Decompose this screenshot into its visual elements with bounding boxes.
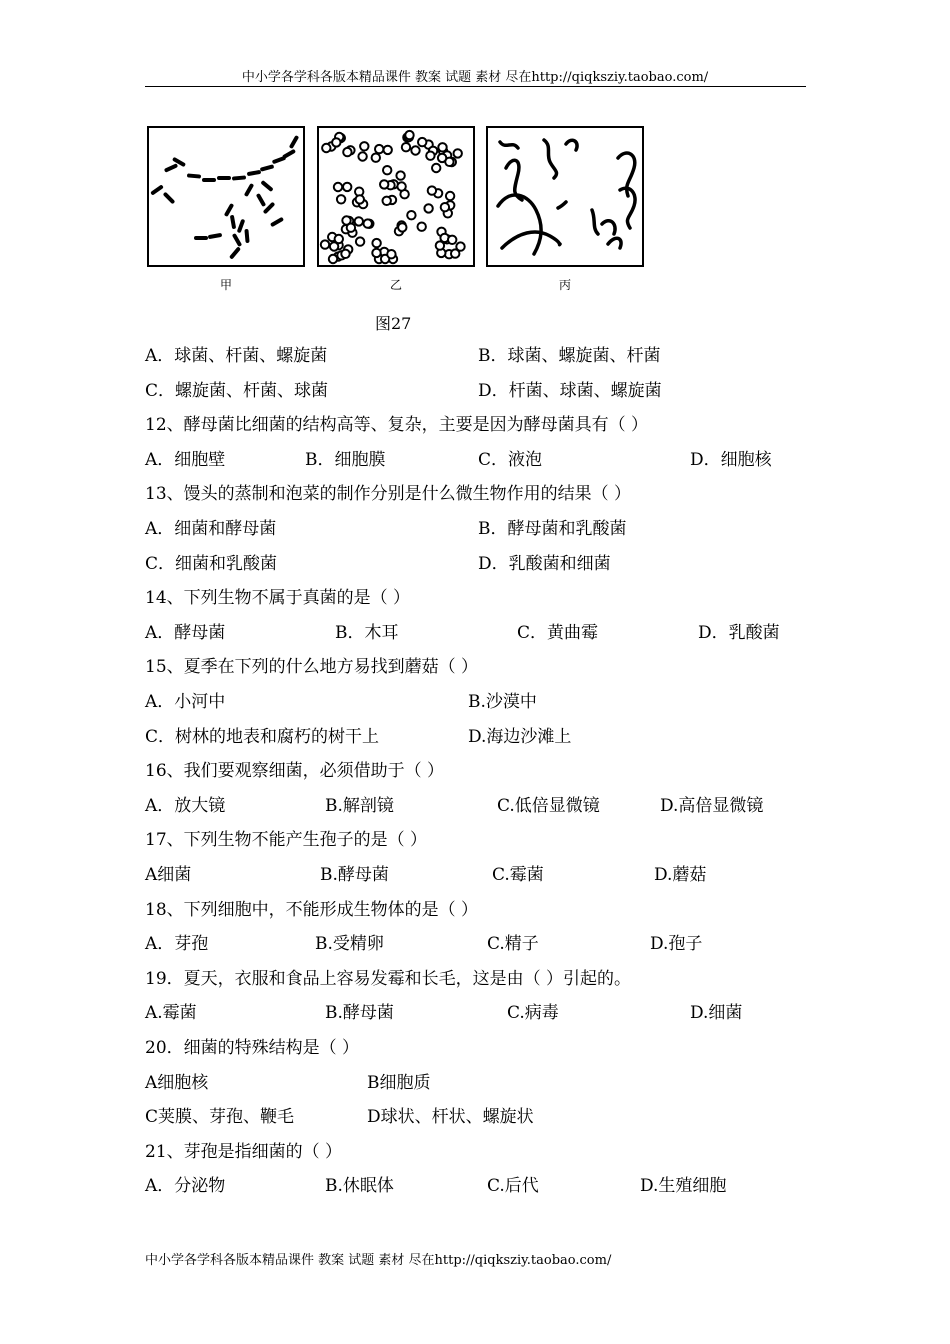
answer-option: C．树林的地表和腐朽的树干上 (145, 726, 380, 747)
answer-option: D.高倍显微镜 (660, 795, 764, 816)
answer-option: A．芽孢 (145, 934, 209, 955)
answer-option: D.蘑菇 (654, 865, 707, 885)
answer-option: B.受精卵 (315, 934, 384, 955)
panel-label-bing: 丙 (558, 278, 571, 292)
answer-option: B．酵母菌和乳酸菌 (478, 519, 627, 539)
answer-option: D．杆菌、球菌、螺旋菌 (478, 380, 662, 401)
question-stem: 19．夏天，衣服和食品上容易发霉和长毛，这是由（ ）引起的。 (145, 968, 632, 989)
answer-option: A．细胞壁 (145, 449, 226, 470)
answer-option: C．细菌和乳酸菌 (145, 553, 278, 574)
answer-option: B.解剖镜 (325, 795, 394, 816)
answer-option: D．乳酸菌 (698, 622, 780, 643)
question-stem: 12、酵母菌比细菌的结构高等、复杂，主要是因为酵母菌具有（ ） (145, 415, 649, 436)
answer-option: D.细菌 (690, 1003, 743, 1024)
answer-option: D．乳酸菌和细菌 (478, 553, 611, 574)
rod-bacteria-drawing (149, 128, 303, 265)
answer-option: B.酵母菌 (325, 1003, 394, 1024)
answer-option: C.病毒 (507, 1003, 559, 1024)
answer-option: B.休眠体 (325, 1176, 394, 1197)
figure-caption: 图27 (375, 314, 412, 333)
answer-option: D．细胞核 (690, 449, 772, 470)
answer-option: A.霉菌 (145, 1003, 197, 1024)
question-stem: 13、馒头的蒸制和泡菜的制作分别是什么微生物作用的结果（ ） (145, 484, 632, 505)
answer-option: B．木耳 (335, 622, 399, 643)
question-stem: 18、下列细胞中，不能形成生物体的是（ ） (145, 899, 479, 920)
question-stem: 17、下列生物不能产生孢子的是（ ） (145, 830, 428, 851)
header-rule (145, 86, 806, 87)
panel-spiral-bacteria (486, 126, 644, 267)
answer-option: B．球菌、螺旋菌、杆菌 (478, 346, 661, 366)
answer-option: C荚膜、芽孢、鞭毛 (145, 1107, 295, 1128)
question-stem: 20．细菌的特殊结构是（ ） (145, 1038, 360, 1058)
answer-option: B．细胞膜 (305, 449, 386, 470)
answer-option: D球状、杆状、螺旋状 (367, 1107, 534, 1128)
panel-rod-bacteria (147, 126, 305, 267)
answer-option: B.酵母菌 (320, 865, 389, 885)
answer-option: C．螺旋菌、杆菌、球菌 (145, 380, 329, 401)
answer-option: C．液泡 (478, 449, 543, 470)
answer-option: C.精子 (487, 934, 539, 955)
panel-label-jia: 甲 (219, 278, 232, 292)
panel-cocci-bacteria (317, 126, 475, 267)
panel-label-yi: 乙 (389, 278, 402, 292)
answer-option: C.低倍显微镜 (497, 795, 600, 816)
answer-option: B.沙漠中 (468, 692, 537, 712)
question-stem: 14、下列生物不属于真菌的是（ ） (145, 588, 411, 609)
question-stem: 21、芽孢是指细菌的（ ） (145, 1141, 343, 1162)
answer-option: A．放大镜 (145, 795, 226, 816)
answer-option: C.后代 (487, 1176, 539, 1197)
page-footer: 中小学各学科各版本精品课件 教案 试题 素材 尽在http://qiqksziy.taobao.com/ (145, 1253, 612, 1268)
answer-option: D.孢子 (650, 934, 703, 955)
spiral-bacteria-drawing (488, 128, 642, 265)
answer-option: A细胞核 (145, 1072, 209, 1093)
page-header: 中小学各学科各版本精品课件 教案 试题 素材 尽在http://qiqksziy.taobao.com/ (241, 70, 709, 85)
answer-option: D.海边沙滩上 (468, 726, 572, 747)
answer-option: D.生殖细胞 (640, 1176, 727, 1197)
answer-option: A．细菌和酵母菌 (145, 519, 277, 539)
answer-option: A．球菌、杆菌、螺旋菌 (145, 346, 328, 366)
answer-option: A细菌 (145, 865, 192, 885)
answer-option: B细胞质 (367, 1072, 431, 1093)
answer-option: C.霉菌 (492, 865, 544, 885)
cocci-bacteria-drawing (319, 128, 473, 265)
answer-option: A．小河中 (145, 692, 226, 712)
answer-option: C．黄曲霉 (517, 622, 599, 643)
question-stem: 16、我们要观察细菌，必须借助于（ ） (145, 761, 445, 782)
answer-option: A．酵母菌 (145, 622, 226, 643)
answer-option: A．分泌物 (145, 1176, 226, 1197)
question-stem: 15、夏季在下列的什么地方易找到蘑菇（ ） (145, 657, 479, 678)
